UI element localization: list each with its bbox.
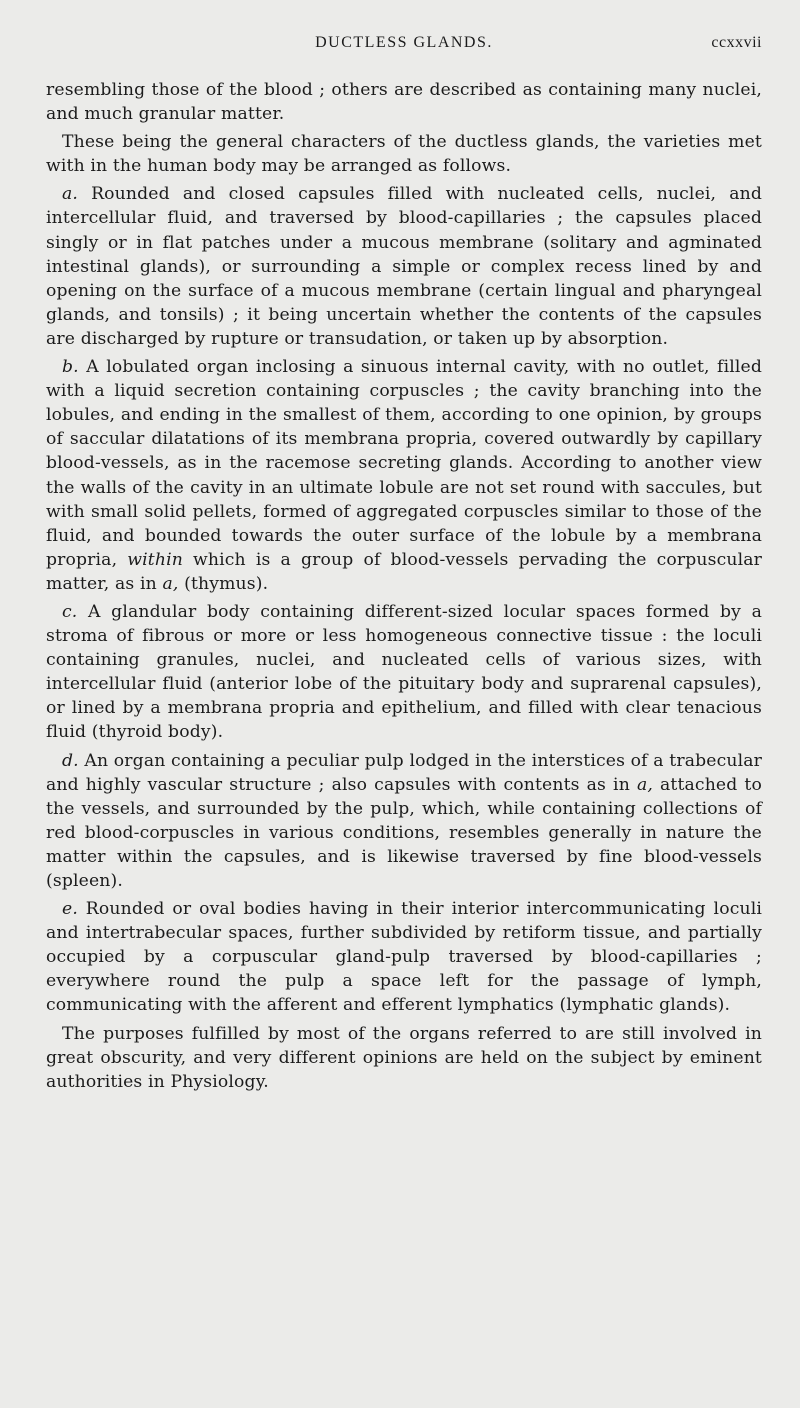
item-label-b: b. (62, 357, 79, 378)
running-title: DUCTLESS GLANDS. (315, 34, 493, 51)
item-label-d: d. (62, 750, 79, 771)
paragraph-a (46, 182, 762, 351)
page-number: ccxxvii (711, 34, 762, 51)
paragraph-final: The purposes fulfilled by most of the organs referred to are still involved in great obscurity, and very different opinions are held on the subject by eminent authorities in Physiology. (46, 1023, 762, 1092)
item-text-d-part2: attached to the vessels, and surrounded by the pulp, which, while containing collections of red blood-corpuscles in various conditions, resembles generally in nature the matter within the capsules, and is likewise traversed by fine blood-vessels (spleen). (46, 774, 762, 891)
item-text-b-within: within (127, 549, 183, 570)
item-text-e: Rounded or oval bodies having in their interior intercommunicating loculi and intertrabecular spaces, further subdivided by retiform tissue, and partially occupied by a corpuscular gland-pulp traversed by blood-capillaries ; everywhere round the pulp a space left for the passage of lymph, communicating with the afferent and efferent lymphatics (lymphatic glands). (46, 899, 762, 1016)
running-head (46, 34, 762, 58)
item-text-d-ref: a, (636, 774, 653, 795)
item-text-b-part3: (thymus). (178, 573, 269, 594)
item-label-e: e. (62, 899, 78, 920)
item-label-c: c. (62, 601, 78, 622)
paragraph-c (46, 600, 762, 745)
item-text-b-part2: which is a group of blood-vessels pervading the corpuscular matter, as in (46, 549, 763, 594)
item-text-c: A glandular body containing different-sized locular spaces formed by a stroma of fibrous or more or less homogeneous connective tissue : the loculi containing granules, nuclei, and nucleated cells of various sizes, with intercellular fluid (anterior lobe of the pituitary body and suprarenal capsules), or lined by a membrana propria and epithelium, and filled with clear tenacious fluid (thyroid body). (46, 601, 762, 743)
paragraph-d (46, 749, 762, 894)
item-text-b-part1: A lobulated organ inclosing a sinuous internal cavity, with no outlet, filled with a liquid secretion containing corpuscles ; the cavity branching into the lobules, and ending in the smallest of them, according to one opinion, by groups of saccular dilatations of its membrana propria, covered outwardly by capillary blood-vessels, as in the racemose secreting glands. According to another view the walls of the cavity in an ultimate lobule are not set round with saccules, but with small solid pellets, formed of aggregated corpuscles similar to those of the fluid, and bounded towards the outer surface of the lobule by a membrana propria, (46, 357, 762, 570)
item-text-b-ref: a, (162, 573, 179, 594)
paragraph-intro: These being the general characters of the ductless glands, the varieties met with in the human body may be arranged as follows. (46, 132, 762, 177)
paragraph-continuation: resembling those of the blood ; others are described as containing many nuclei, and much granular matter. (46, 80, 762, 125)
item-label-a: a. (62, 184, 79, 205)
body-text (46, 78, 762, 1098)
paragraph-e (46, 897, 762, 1017)
item-text-d-part1: An organ containing a peculiar pulp lodged in the interstices of a trabecular and highly vascular structure ; also capsules with contents as in (46, 750, 762, 795)
item-text-a: Rounded and closed capsules filled with nucleated cells, nuclei, and intercellular fluid, and traversed by blood-capillaries ; the capsules placed singly or in flat patches under a mucous membrane (solitary and agminated intestinal glands), or surrounding a simple or complex recess lined by and opening on the surface of a mucous membrane (certain lingual and pharyngeal glands, and tonsils) ; it being uncertain whether the contents of the capsules are discharged by rupture or transudation, or taken up by absorption. (46, 184, 762, 349)
paragraph-b (46, 355, 762, 596)
